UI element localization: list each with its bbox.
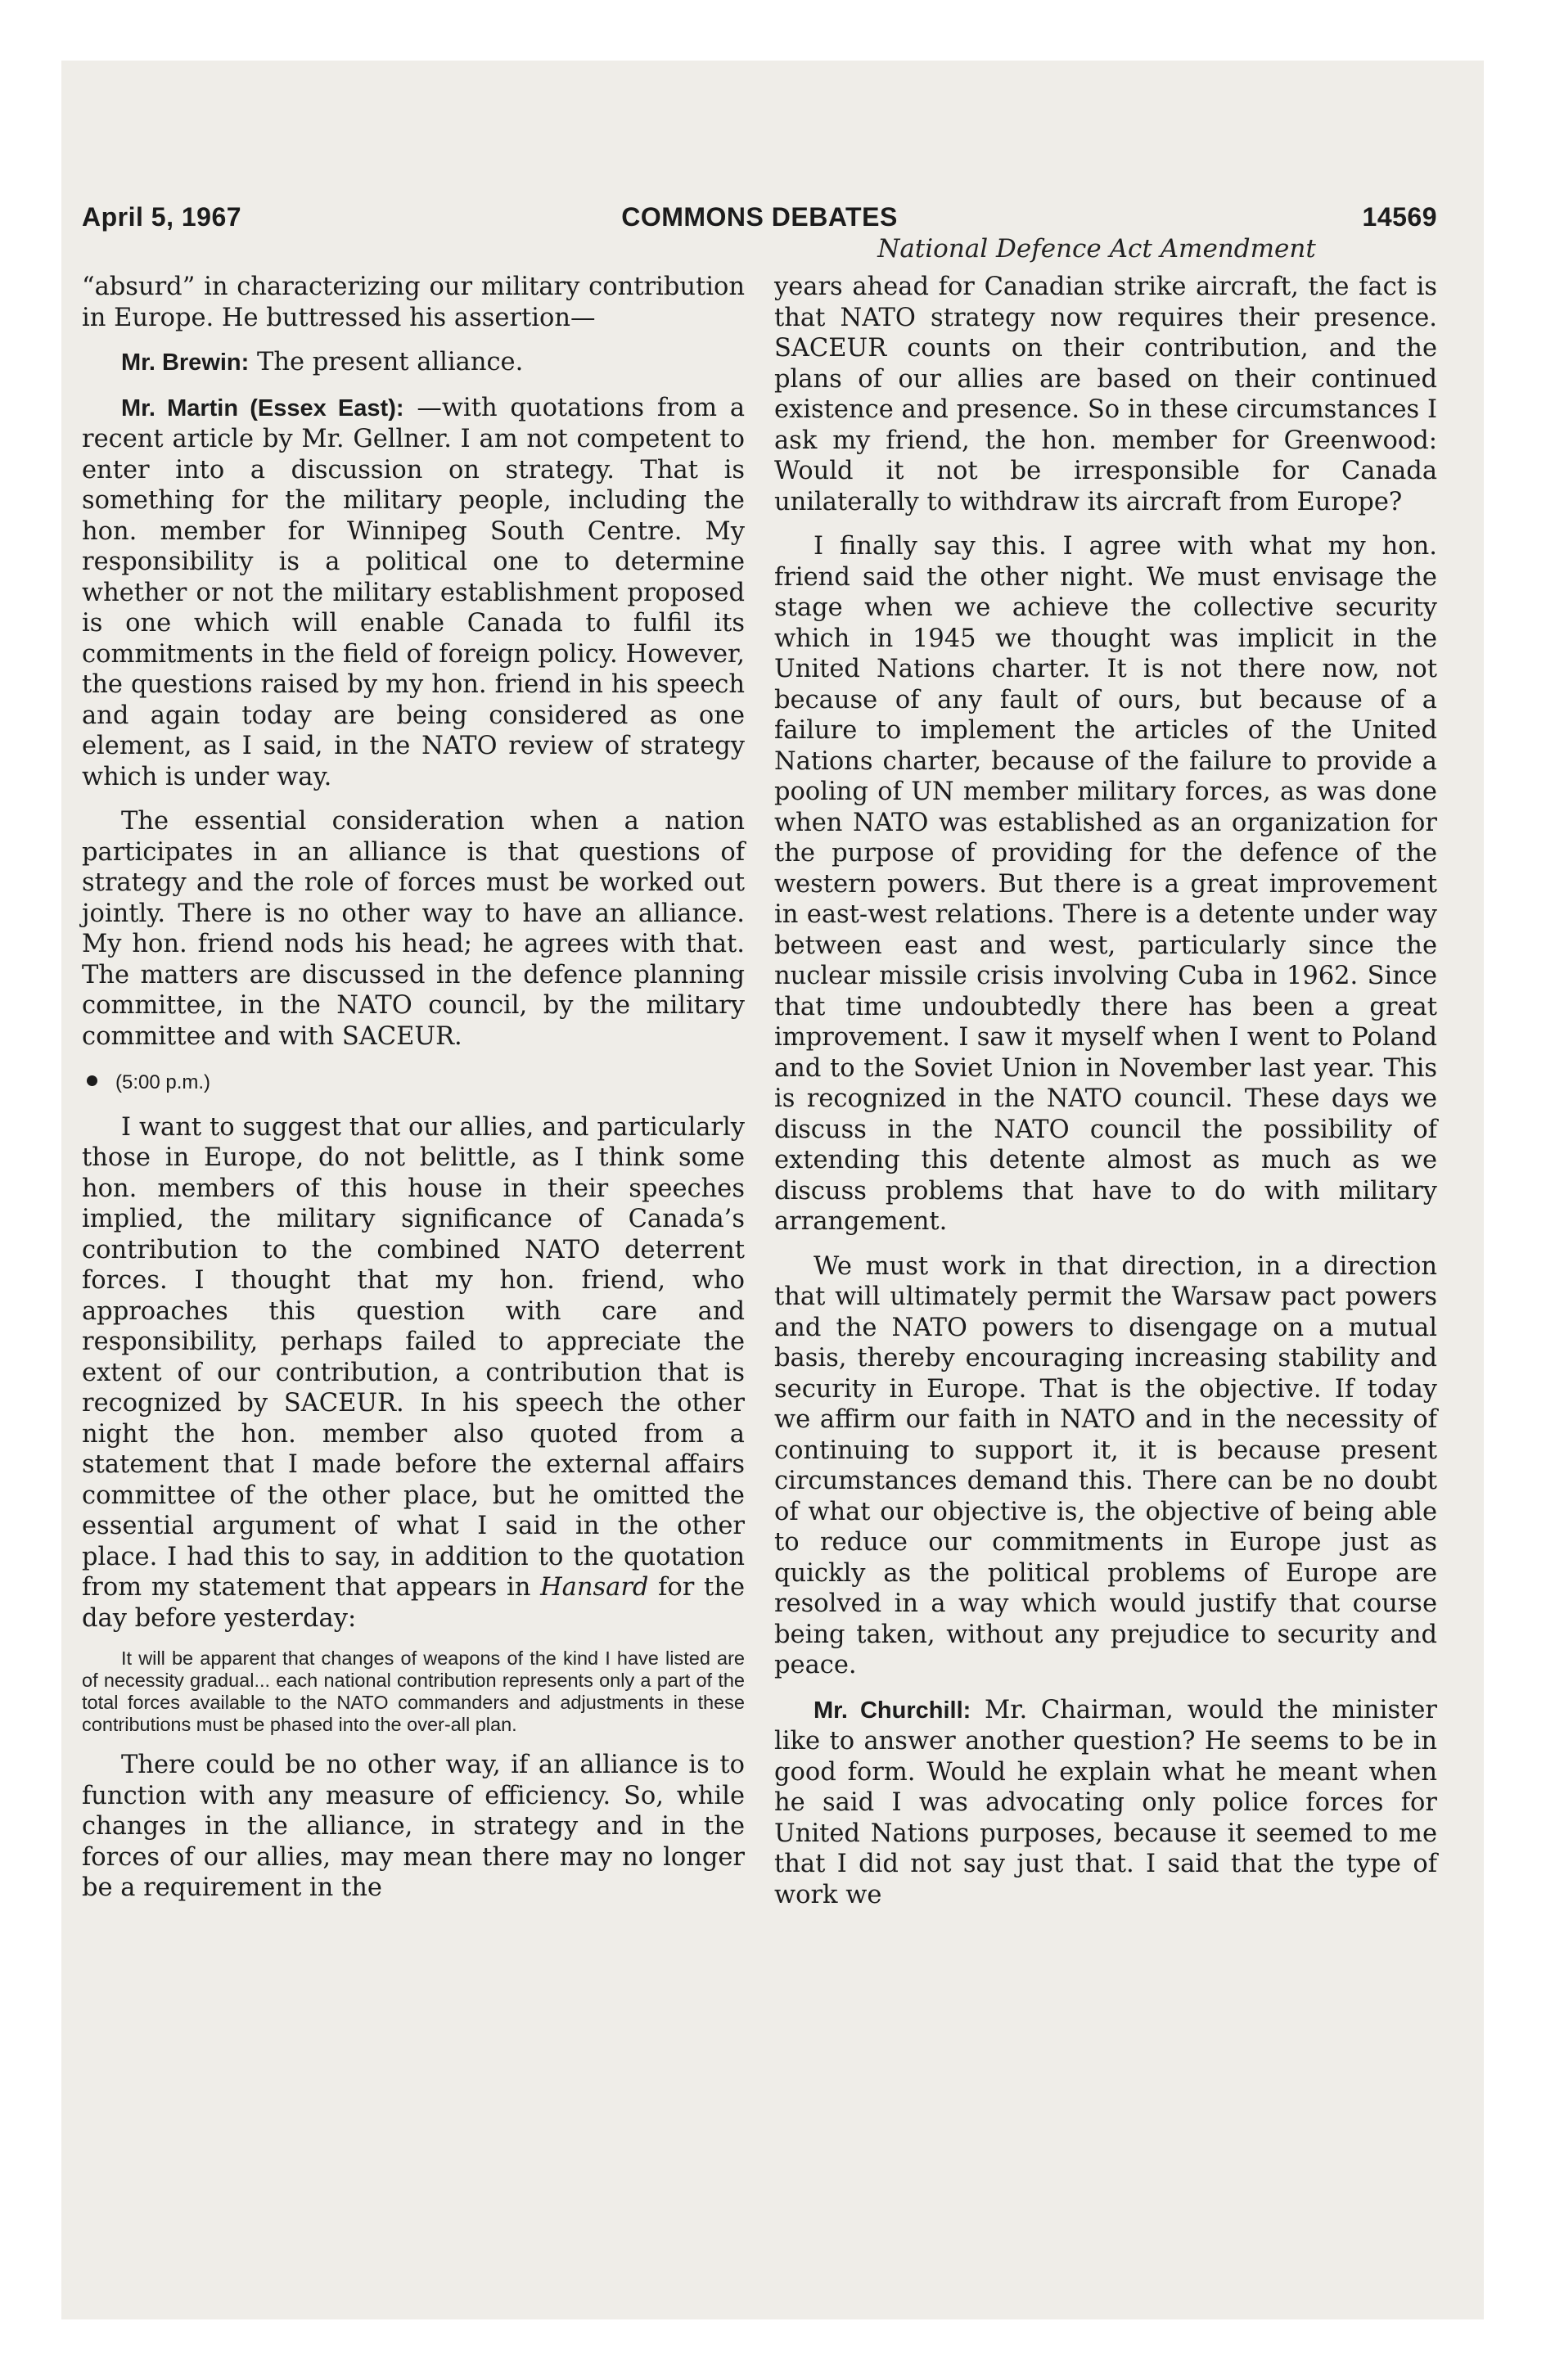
page-header	[82, 202, 1437, 238]
speech-brewin	[82, 347, 745, 379]
speaker-name: Mr. Churchill:	[814, 1697, 971, 1724]
paragraph	[82, 1112, 745, 1634]
section-subtitle: National Defence Act Amendment	[877, 234, 1316, 264]
timestamp-line	[82, 1066, 745, 1098]
speech-martin	[82, 393, 745, 793]
header-title: COMMONS DEBATES	[621, 202, 898, 232]
speech-text: The present alliance.	[257, 348, 524, 376]
right-column	[774, 272, 1437, 1910]
paragraph: There could be no other way, if an alliance is to function with any measure of efficiency. So, while changes in the alliance, in strategy and in the forces of our allies, may mean there may no longer be a requirement in the	[82, 1751, 745, 1902]
bullet-icon	[87, 1075, 97, 1086]
paragraph-text: for the day before yesterday:	[82, 1573, 745, 1633]
speech-churchill	[774, 1695, 1437, 1911]
paragraph-text: I want to suggest that our allies, and particularly those in Europe, do not belittle, as I think some hon. members of this house in their speeches implied, the military significance of Canada’s contribution to the combined NATO deterrent forces. I thought that my hon. friend, who approaches this question with care and responsibility, perhaps failed to appreciate the extent of our contribution, a contribution that is recognized by SACEUR. In his speech the other night the hon. member also quoted from a statement that I made before the external affairs committee of the other place, but he omitted the essential argument of what I said in the other place. I had this to say, in addition to the quotation from my statement that appears in	[82, 1112, 745, 1602]
block-quote	[82, 1648, 745, 1736]
paragraph: We must work in that direction, in a direction that will ultimately permit the Warsaw pact powers and the NATO powers to disengage on a mutual basis, thereby encouraging increasing stability and security in Europe. That is the objective. If today we affirm our faith in NATO and in the necessity of continuing to support it, it is because present circumstances demand this. There can be no doubt of what our objective is, the objective of being able to reduce our commitments in Europe just as quickly as the political problems of Europe are resolved in a way which would justify that course being taken, without any prejudice to security and peace.	[774, 1251, 1437, 1679]
quote-text: It will be apparent that changes of weapons of the kind I have listed are of necessity gradual... each national contribution represents only a part of the total forces available to the NATO commanders and adjustments in these contributions must be phased into the over-all plan.	[82, 1648, 745, 1735]
paragraph: The essential consideration when a nation participates in an alliance is that questions of strategy and the role of forces must be worked out jointly. There is no other way to have an alliance. My hon. friend nods his head; he agrees with that. The matters are discussed in the defence planning committee, in the NATO council, by the military committee and with SACEUR.	[82, 807, 745, 1051]
speech-text: Mr. Chairman, would the minister like to answer another question? He seems to be in good form. Would he explain what he meant when he said I was advocating only police forces for United Nations purposes, because it seemed to me that I did not say just that. I said that the type of work we	[774, 1695, 1437, 1909]
header-page-number: 14569	[1362, 202, 1437, 232]
timestamp: (5:00 p.m.)	[115, 1071, 211, 1093]
left-column	[82, 272, 745, 1904]
paragraph: years ahead for Canadian strike aircraft, the fact is that NATO strategy now requires their presence. SACEUR counts on their contribution, and the plans of our allies are based on their continued existence and presence. So in these circumstances I ask my friend, the hon. member for Greenwood: Would it not be irresponsible for Canada unilaterally to withdraw its aircraft from Europe?	[774, 273, 1437, 516]
paragraph: “absurd” in characterizing our military contribution in Europe. He buttressed his assertion—	[82, 273, 745, 332]
header-date: April 5, 1967	[82, 202, 242, 232]
speaker-name: Mr. Martin (Essex East):	[121, 394, 404, 421]
speaker-name: Mr. Brewin:	[121, 349, 250, 376]
speech-text: —with quotations from a recent article by Mr. Gellner. I am not competent to enter into a discussion on strategy. That is something for the military people, including the hon. member for Winnipeg South Centre. My responsibility is a political one to determine whether or not the military establishment proposed is one which will enable Canada to fulfil its commitments in the field of foreign policy. However, the questions raised by my hon. friend in his speech and again today are being considered as one element, as I said, in the NATO review of strategy which is under way.	[82, 393, 745, 791]
paragraph: I finally say this. I agree with what my hon. friend said the other night. We must envisage the stage when we achieve the collective security which in 1945 we thought was implicit in the United Nations charter. It is not there now, not because of any fault of ours, but because of a failure to implement the articles of the United Nations charter, because of the failure to provide a pooling of UN member military forces, as was done when NATO was established as an organization for the purpose of providing for the defence of the western powers. But there is a great improvement in east-west relations. There is a detente under way between east and west, particularly since the nuclear missile crisis involving Cuba in 1962. Since that time undoubtedly there has been a great improvement. I saw it myself when I went to Poland and to the Soviet Union in November last year. This is recognized in the NATO council. These days we discuss in the NATO council the possibility of extending this detente almost as much as we discuss problems that have to do with military arrangement.	[774, 532, 1437, 1236]
hansard-reference: Hansard	[540, 1573, 649, 1602]
